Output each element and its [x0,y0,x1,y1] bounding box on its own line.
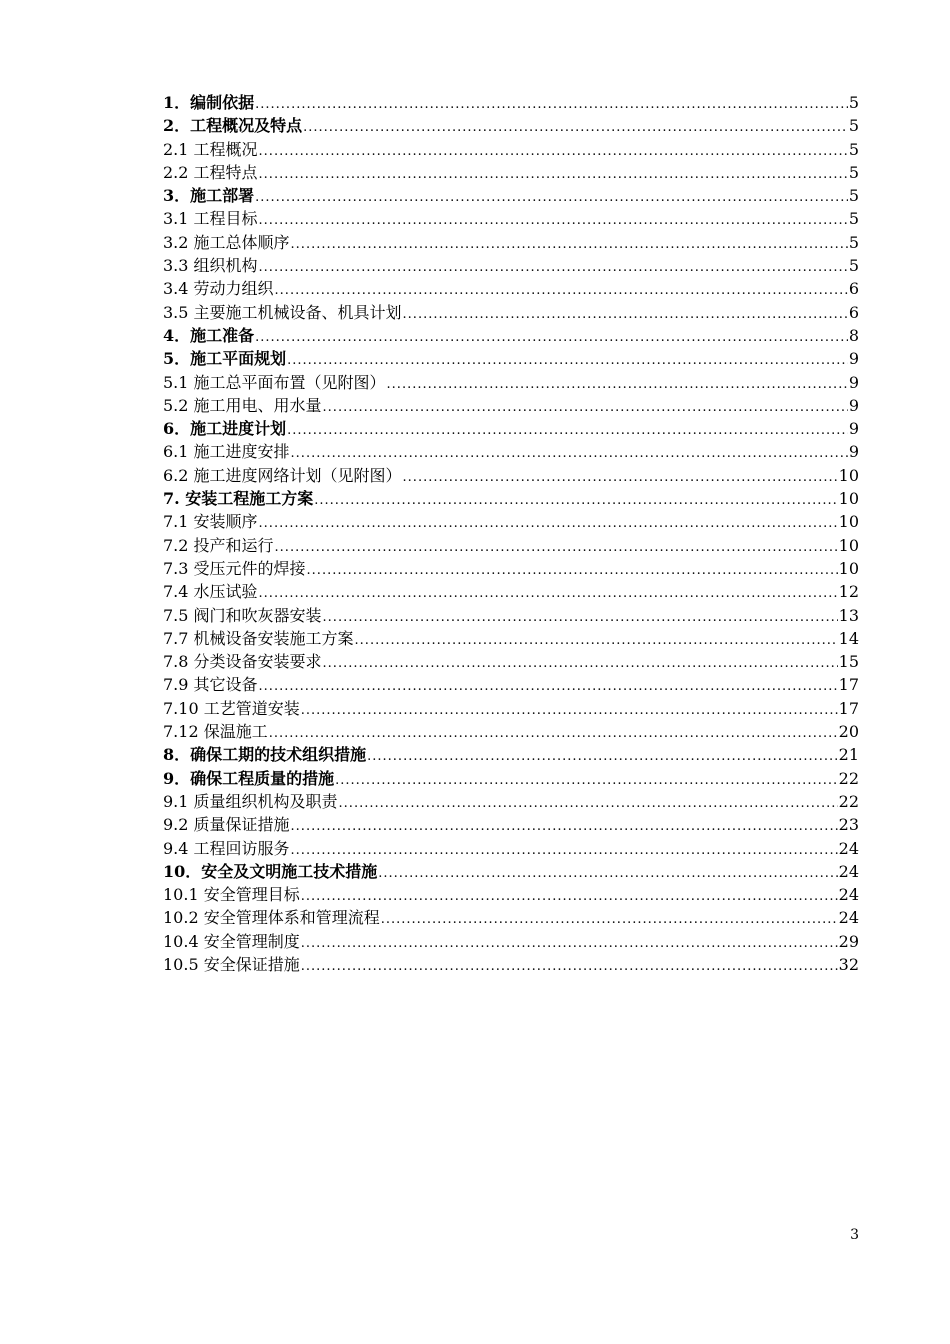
toc-dot-leader [259,675,838,696]
toc-dot-leader [291,815,838,836]
toc-entry[interactable] [163,114,859,137]
toc-dot-leader [291,839,838,860]
toc-entry-title: 10.5 安全保证措施 [163,954,300,974]
toc-entry-page: 9 [848,442,859,462]
toc-entry-page: 10 [838,465,859,485]
toc-entry-page: 5 [848,93,859,112]
toc-entry-page: 5 [848,209,859,229]
page-number: 3 [850,1227,859,1243]
toc-entry[interactable] [163,184,859,207]
toc-entry-title: 7.1 安装顺序 [163,512,258,532]
toc-entry[interactable] [163,347,859,370]
toc-entry-title: 3.1 工程目标 [163,209,258,229]
toc-dot-leader [307,559,838,580]
toc-entry-page: 10 [838,535,859,555]
toc-entry-page: 14 [838,628,859,648]
toc-dot-leader [335,769,838,790]
toc-entry[interactable] [163,906,859,929]
toc-entry-title: 10.4 安全管理制度 [163,931,300,951]
toc-entry-page: 12 [838,582,859,602]
toc-entry-title: 10.2 安全管理体系和管理流程 [163,908,380,928]
toc-entry-page: 24 [838,885,859,905]
toc-dot-leader [275,279,848,300]
toc-entry-title: 2．工程概况及特点 [163,116,303,136]
toc-entry[interactable] [163,557,859,580]
toc-entry-title: 3.5 主要施工机械设备、机具计划 [163,302,402,322]
toc-entry-title: 6.1 施工进度安排 [163,442,290,462]
toc-dot-leader [323,396,848,417]
toc-entry-page: 15 [838,652,859,672]
toc-entry[interactable] [163,440,859,463]
toc-dot-leader [387,373,848,394]
toc-entry[interactable] [163,953,859,976]
toc-entry[interactable] [163,720,859,743]
toc-entry[interactable] [163,138,859,161]
toc-dot-leader [301,932,838,953]
toc-entry-title: 7.9 其它设备 [163,675,258,695]
toc-entry-page: 10 [838,512,859,532]
toc-entry-page: 9 [848,349,859,369]
toc-dot-leader [381,908,838,929]
toc-entry-title: 6.2 施工进度网络计划（见附图） [163,465,402,485]
toc-entry-page: 5 [848,232,859,252]
toc-dot-leader [301,699,838,720]
toc-dot-leader [291,233,848,254]
toc-entry-page: 13 [838,605,859,625]
toc-entry[interactable] [163,371,859,394]
toc-entry-page: 10 [838,558,859,578]
toc-entry-title: 1．编制依据 [163,93,255,112]
toc-dot-leader [314,489,837,510]
toc-entry[interactable] [163,277,859,300]
toc-entry[interactable] [163,837,859,860]
toc-entry-page: 17 [838,675,859,695]
toc-dot-leader [255,326,848,347]
toc-entry[interactable] [163,673,859,696]
toc-entry-page: 9 [848,419,859,439]
toc-entry[interactable] [163,254,859,277]
toc-entry-title: 5．施工平面规划 [163,349,287,369]
toc-entry[interactable] [163,207,859,230]
toc-entry[interactable] [163,464,859,487]
toc-dot-leader [255,186,848,207]
toc-dot-leader [339,792,838,813]
toc-entry[interactable] [163,930,859,953]
toc-entry-title: 7.2 投产和运行 [163,535,274,555]
toc-entry-page: 6 [848,302,859,322]
toc-entry-title: 7.5 阀门和吹灰器安装 [163,605,322,625]
toc-entry-title: 2.1 工程概况 [163,139,258,159]
toc-entry-page: 24 [838,838,859,858]
toc-entry-title: 8．确保工期的技术组织措施 [163,745,367,765]
toc-entry-title: 7.10 工艺管道安装 [163,698,300,718]
toc-dot-leader [355,629,838,650]
toc-entry-title: 7.12 保温施工 [163,722,268,742]
toc-dot-leader [287,419,848,440]
table-of-contents [163,91,859,976]
toc-entry-page: 6 [848,279,859,299]
toc-entry[interactable] [163,604,859,627]
toc-dot-leader [301,885,838,906]
toc-entry[interactable] [163,743,859,766]
toc-entry-page: 29 [838,931,859,951]
toc-dot-leader [291,442,848,463]
toc-entry[interactable] [163,510,859,533]
toc-entry-title: 9．确保工程质量的措施 [163,768,335,788]
toc-entry[interactable] [163,394,859,417]
toc-entry-page: 5 [848,256,859,276]
toc-entry[interactable] [163,417,859,440]
toc-entry-title: 3．施工部署 [163,186,255,206]
toc-entry[interactable] [163,627,859,650]
toc-entry-title: 7.4 水压试验 [163,582,258,602]
toc-dot-leader [403,303,848,324]
toc-entry-title: 7.7 机械设备安装施工方案 [163,628,354,648]
toc-entry[interactable] [163,534,859,557]
toc-entry[interactable] [163,650,859,673]
toc-dot-leader [301,955,838,976]
toc-entry-page: 32 [838,954,859,974]
toc-entry-page: 5 [848,186,859,206]
toc-entry[interactable] [163,697,859,720]
toc-dot-leader [303,116,848,137]
toc-entry[interactable] [163,883,859,906]
toc-entry-page: 9 [848,395,859,415]
toc-entry-title: 10．安全及文明施工技术措施 [163,861,378,881]
toc-entry-title: 9.1 质量组织机构及职责 [163,791,338,811]
toc-dot-leader [255,93,848,114]
toc-entry-title: 2.2 工程特点 [163,162,258,182]
toc-entry-page: 21 [838,745,859,765]
toc-entry-page: 24 [838,908,859,928]
toc-dot-leader [403,466,838,487]
toc-dot-leader [259,140,848,161]
toc-dot-leader [323,652,838,673]
toc-entry-title: 7. 安装工程施工方案 [163,489,314,509]
toc-entry-page: 24 [838,861,859,881]
toc-entry-page: 10 [838,489,859,509]
toc-entry[interactable] [163,91,859,114]
toc-entry-title: 6．施工进度计划 [163,419,287,439]
toc-dot-leader [259,512,838,533]
toc-entry-title: 3.2 施工总体顺序 [163,232,290,252]
toc-entry[interactable] [163,487,859,510]
toc-entry-page: 23 [838,815,859,835]
toc-entry-page: 5 [848,116,859,136]
toc-entry[interactable] [163,301,859,324]
toc-dot-leader [287,349,848,370]
toc-entry-title: 3.4 劳动力组织 [163,279,274,299]
toc-entry[interactable] [163,231,859,254]
toc-entry-title: 3.3 组织机构 [163,256,258,276]
toc-entry-page: 5 [848,162,859,182]
toc-entry[interactable] [163,324,859,347]
toc-entry-title: 9.2 质量保证措施 [163,815,290,835]
toc-entry-title: 4．施工准备 [163,325,255,345]
toc-entry[interactable] [163,580,859,603]
toc-dot-leader [378,862,837,883]
toc-entry-page: 5 [848,139,859,159]
toc-dot-leader [259,256,848,277]
toc-entry[interactable] [163,813,859,836]
toc-entry-page: 22 [838,791,859,811]
toc-dot-leader [275,536,838,557]
toc-dot-leader [259,163,848,184]
toc-dot-leader [259,209,848,230]
toc-entry[interactable] [163,161,859,184]
toc-dot-leader [259,582,838,603]
toc-entry-page: 20 [838,722,859,742]
toc-entry-title: 7.3 受压元件的焊接 [163,558,306,578]
toc-entry-page: 8 [848,325,859,345]
toc-entry-title: 7.8 分类设备安装要求 [163,652,322,672]
toc-entry[interactable] [163,767,859,790]
toc-entry-title: 9.4 工程回访服务 [163,838,290,858]
toc-dot-leader [269,722,838,743]
toc-entry-page: 22 [838,768,859,788]
toc-entry[interactable] [163,790,859,813]
toc-entry-page: 9 [848,372,859,392]
toc-entry-title: 10.1 安全管理目标 [163,885,300,905]
toc-entry-page: 17 [838,698,859,718]
toc-entry-title: 5.2 施工用电、用水量 [163,395,322,415]
toc-entry[interactable] [163,860,859,883]
toc-entry-title: 5.1 施工总平面布置（见附图） [163,372,386,392]
toc-dot-leader [323,606,838,627]
toc-dot-leader [367,745,838,766]
